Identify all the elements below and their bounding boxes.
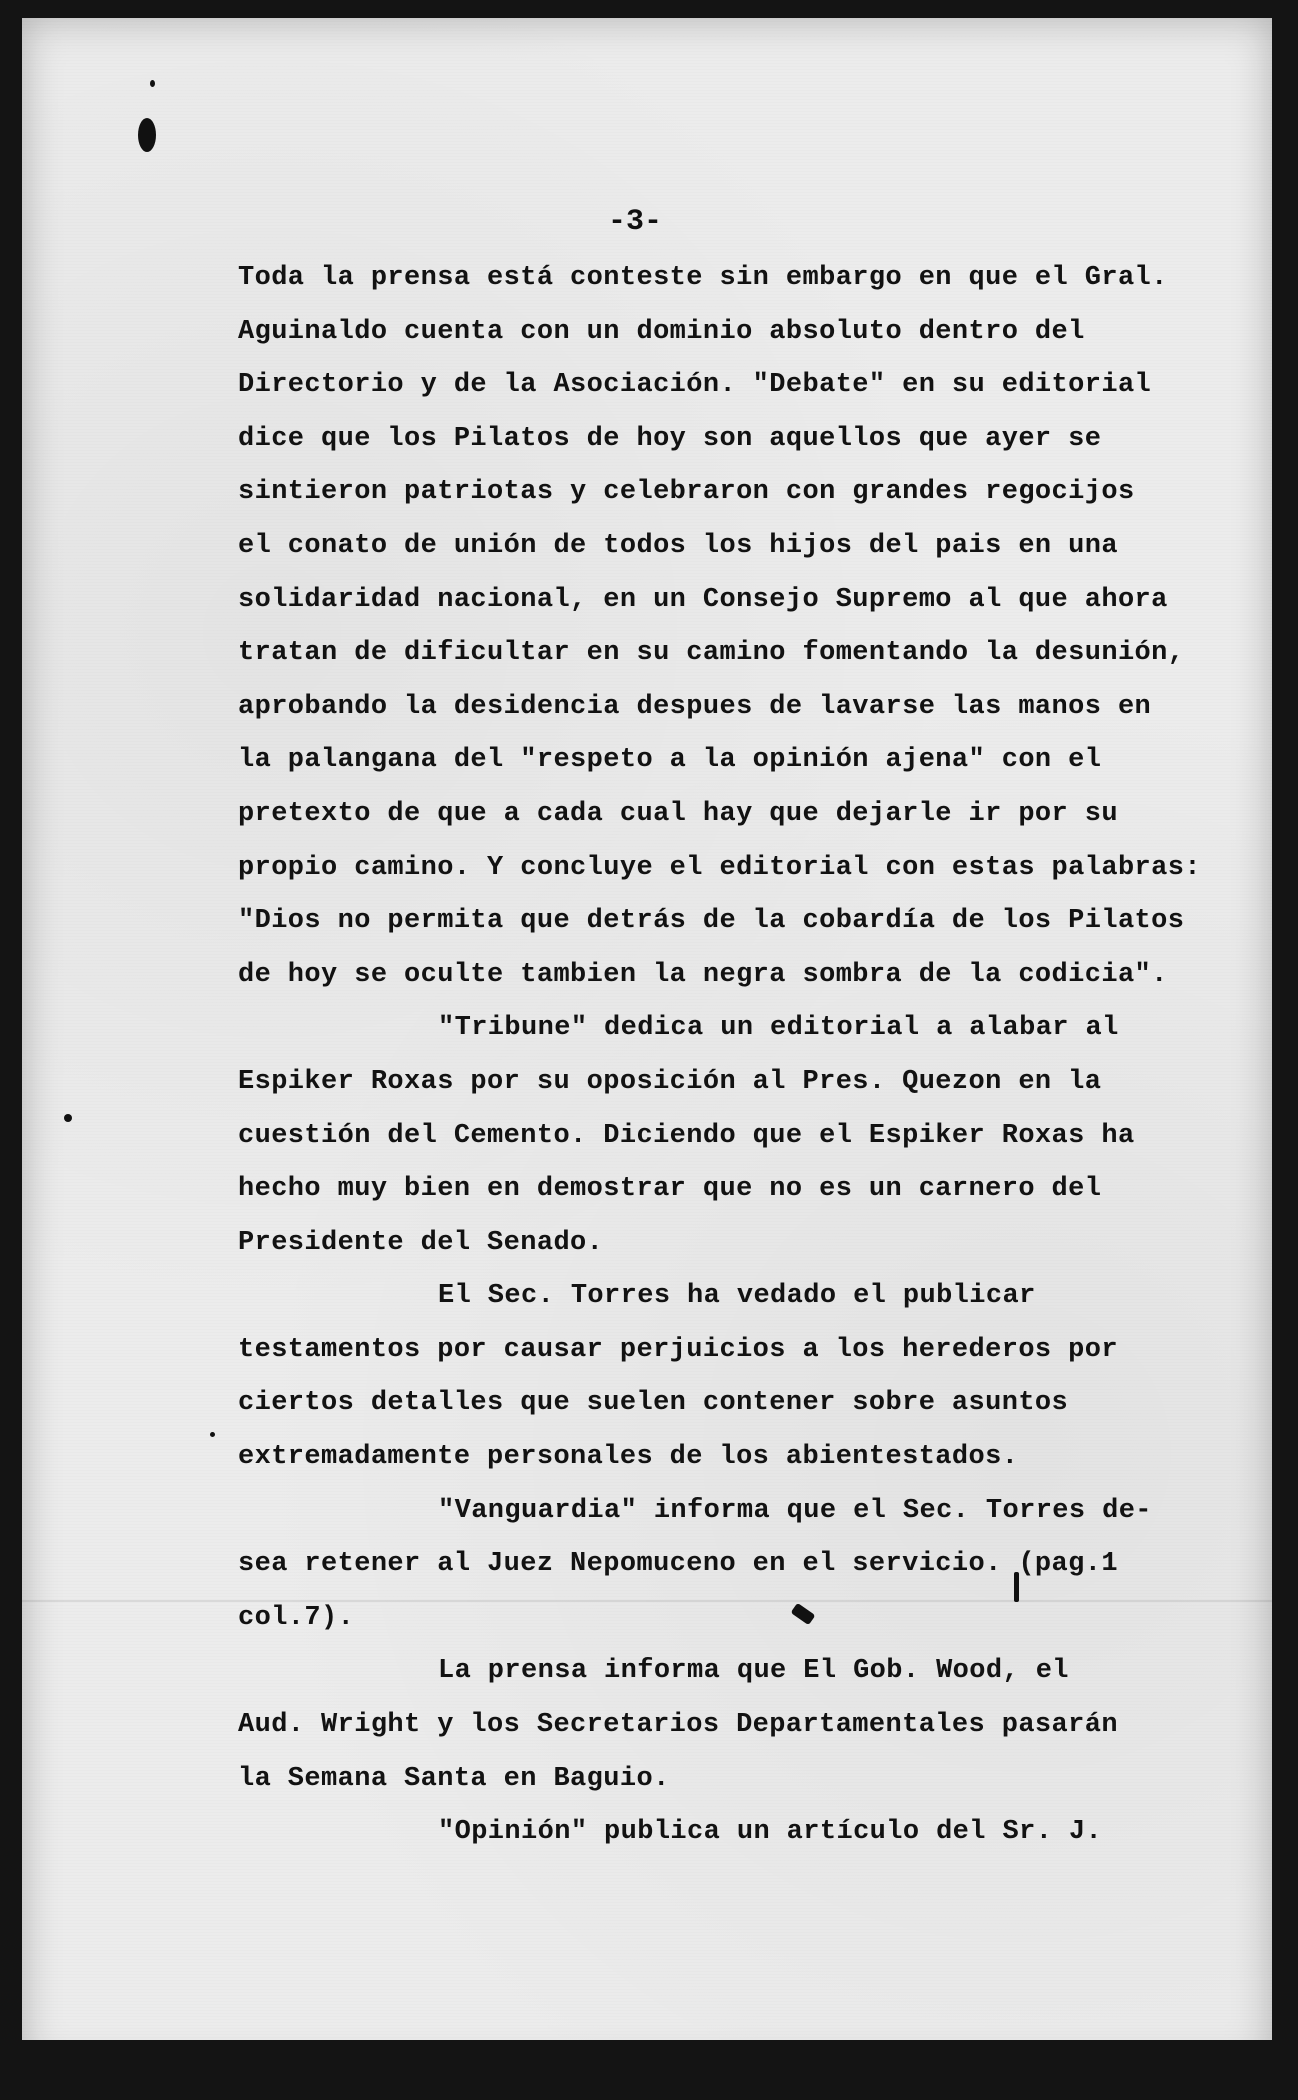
text-line: Toda la prensa está conteste sin embargo en que el Gral. xyxy=(238,263,1168,293)
text-line: hecho muy bien en demostrar que no es un carnero del xyxy=(238,1174,1102,1205)
scan-bottom-border xyxy=(0,2040,1298,2100)
ink-speck xyxy=(210,1432,215,1437)
paragraph-start-line: "Tribune" dedica un editorial a alabar al xyxy=(438,1013,1119,1044)
ink-speck xyxy=(64,1114,72,1122)
text-line: el conato de unión de todos los hijos del pais en una xyxy=(238,530,1118,561)
paragraph-start-line: "Vanguardia" informa que el Sec. Torres de- xyxy=(438,1495,1152,1526)
text-line: Aguinaldo cuenta con un dominio absoluto dentro del xyxy=(238,316,1085,347)
ink-speck xyxy=(150,80,155,87)
text-line: de hoy se oculte tambien la negra sombra de la codicia". xyxy=(238,959,1168,990)
text-line: sintieron patriotas y celebraron con grandes regocijos xyxy=(238,477,1135,508)
text-line: la Semana Santa en Baguio. xyxy=(238,1763,670,1794)
text-line: tratan de dificultar en su camino fomentando la desunión, xyxy=(238,638,1185,669)
text-line: dice que los Pilatos de hoy son aquellos que ayer se xyxy=(238,423,1102,454)
text-line: aprobando la desidencia despues de lavarse las manos en xyxy=(238,691,1152,722)
text-line: "Dios no permita que detrás de la cobardía de los Pilatos xyxy=(238,906,1185,937)
text-line: solidaridad nacional, en un Consejo Supremo al que ahora xyxy=(238,584,1168,615)
text-line: sea retener al Juez Nepomuceno en el servicio. (pag.1 xyxy=(238,1549,1118,1580)
text-line: propio camino. Y concluye el editorial con estas palabras: xyxy=(238,852,1201,883)
text-line: Presidente del Senado. xyxy=(238,1227,604,1258)
text-line: la palangana del "respeto a la opinión ajena" con el xyxy=(238,745,1102,776)
text-line: col.7). xyxy=(238,1602,355,1633)
ink-blot xyxy=(138,118,156,152)
paragraph-start-line: "Opinión" publica un artículo del Sr. J. xyxy=(438,1817,1103,1848)
paragraph-start-line: El Sec. Torres ha vedado el publicar xyxy=(438,1281,1036,1312)
paragraph-start-line: La prensa informa que El Gob. Wood, el xyxy=(438,1656,1069,1687)
text-line: Directorio y de la Asociación. "Debate" en su editorial xyxy=(238,370,1152,401)
text-line: extremadamente personales de los abientestados. xyxy=(238,1442,1019,1473)
text-line: testamentos por causar perjuicios a los herederos por xyxy=(238,1334,1118,1365)
text-line: Espiker Roxas por su oposición al Pres. Quezon en la xyxy=(238,1066,1102,1097)
page-number: -3- xyxy=(608,205,663,239)
text-line: ciertos detalles que suelen contener sobre asuntos xyxy=(238,1388,1069,1419)
text-line: pretexto de que a cada cual hay que dejarle ir por su xyxy=(238,798,1118,829)
text-line: Aud. Wright y los Secretarios Departamentales pasarán xyxy=(238,1710,1118,1741)
typed-text-body xyxy=(238,252,1201,1860)
text-line: cuestión del Cemento. Diciendo que el Espiker Roxas ha xyxy=(238,1120,1135,1151)
